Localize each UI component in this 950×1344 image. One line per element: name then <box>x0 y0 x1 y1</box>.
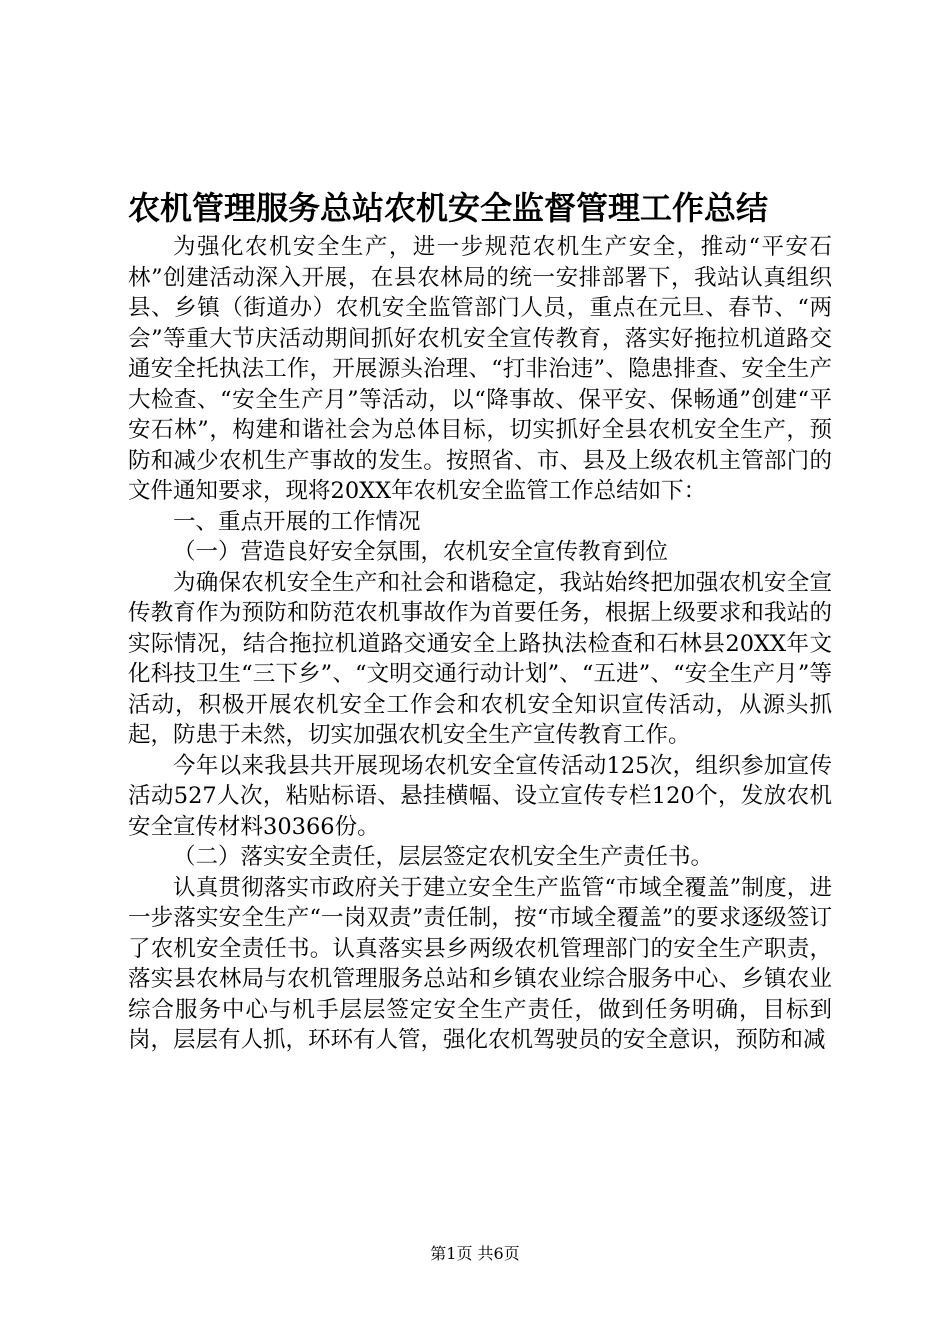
section-heading-1: 一、重点开展的工作情况 <box>173 508 421 535</box>
subsection-heading-1: （一）营造良好安全氛围，农机安全宣传教育到位 <box>173 539 669 565</box>
page-number-footer: 第1页 共6页 <box>430 1244 520 1263</box>
intro-paragraph: 为强化农机安全生产，进一步规范农机生产安全，推动“平安石林”创建活动深入开展，在县农林局的统一安排部署下，我站认真组织县、乡镇（街道办）农机安全监管部门人员，重点在元旦、春节、“两会”等重大节庆活动期间抓好农机安全宣传教育，落实好拖拉机道路交通安全托执法工作，开展源头治理、“打非治违”、隐患排查、安全生产大检查、“安全生产月”等活动，以“降事故、保平安、保畅通”创建“平安石林”，构建和谐社会为总体目标，切实抓好全县农机安全生产，预防和减少农机生产事故的发生。按照省、市、县及上级农机主管部门的文件通知要求，现将20XX年农机安全监管工作总结如下： <box>128 234 832 504</box>
subsection-2-paragraph-1: 认真贯彻落实市政府关于建立安全生产监管“市域全覆盖”制度，进一步落实安全生产“一岗双责”责任制，按“市域全覆盖”的要求逐级签订了农机安全责任书。认真落实县乡两级农机管理部门的安全生产职责，落实县农林局与农机管理服务总站和乡镇农业综合服务中心、乡镇农业综合服务中心与机手层层签定安全生产责任，做到任务明确，目标到岗，层层有人抓，环环有人管，强化农机驾驶员的安全意识，预防和减 <box>128 874 832 1053</box>
document-body <box>128 232 832 1056</box>
document-title: 农机管理服务总站农机安全监督管理工作总结 <box>128 189 769 227</box>
subsection-heading-2: （二）落实安全责任，层层签定农机安全生产责任书。 <box>173 844 714 870</box>
subsection-1-paragraph-2: 今年以来我县共开展现场农机安全宣传活动125次，组织参加宣传活动527人次，粘贴标语、悬挂横幅、设立宣传专栏120个，发放农机安全宣传材料30366份。 <box>128 752 832 840</box>
subsection-1-paragraph-1: 为确保农机安全生产和社会和谐稳定，我站始终把加强农机安全宣传教育作为预防和防范农机事故作为首要任务，根据上级要求和我站的实际情况，结合拖拉机道路交通安全上路执法检查和石林县20XX年文化科技卫生“三下乡”、“文明交通行动计划”、“五进”、“安全生产月”等活动，积极开展农机安全工作会和农机安全知识宣传活动，从源头抓起，防患于未然，切实加强农机安全生产宣传教育工作。 <box>128 569 832 748</box>
